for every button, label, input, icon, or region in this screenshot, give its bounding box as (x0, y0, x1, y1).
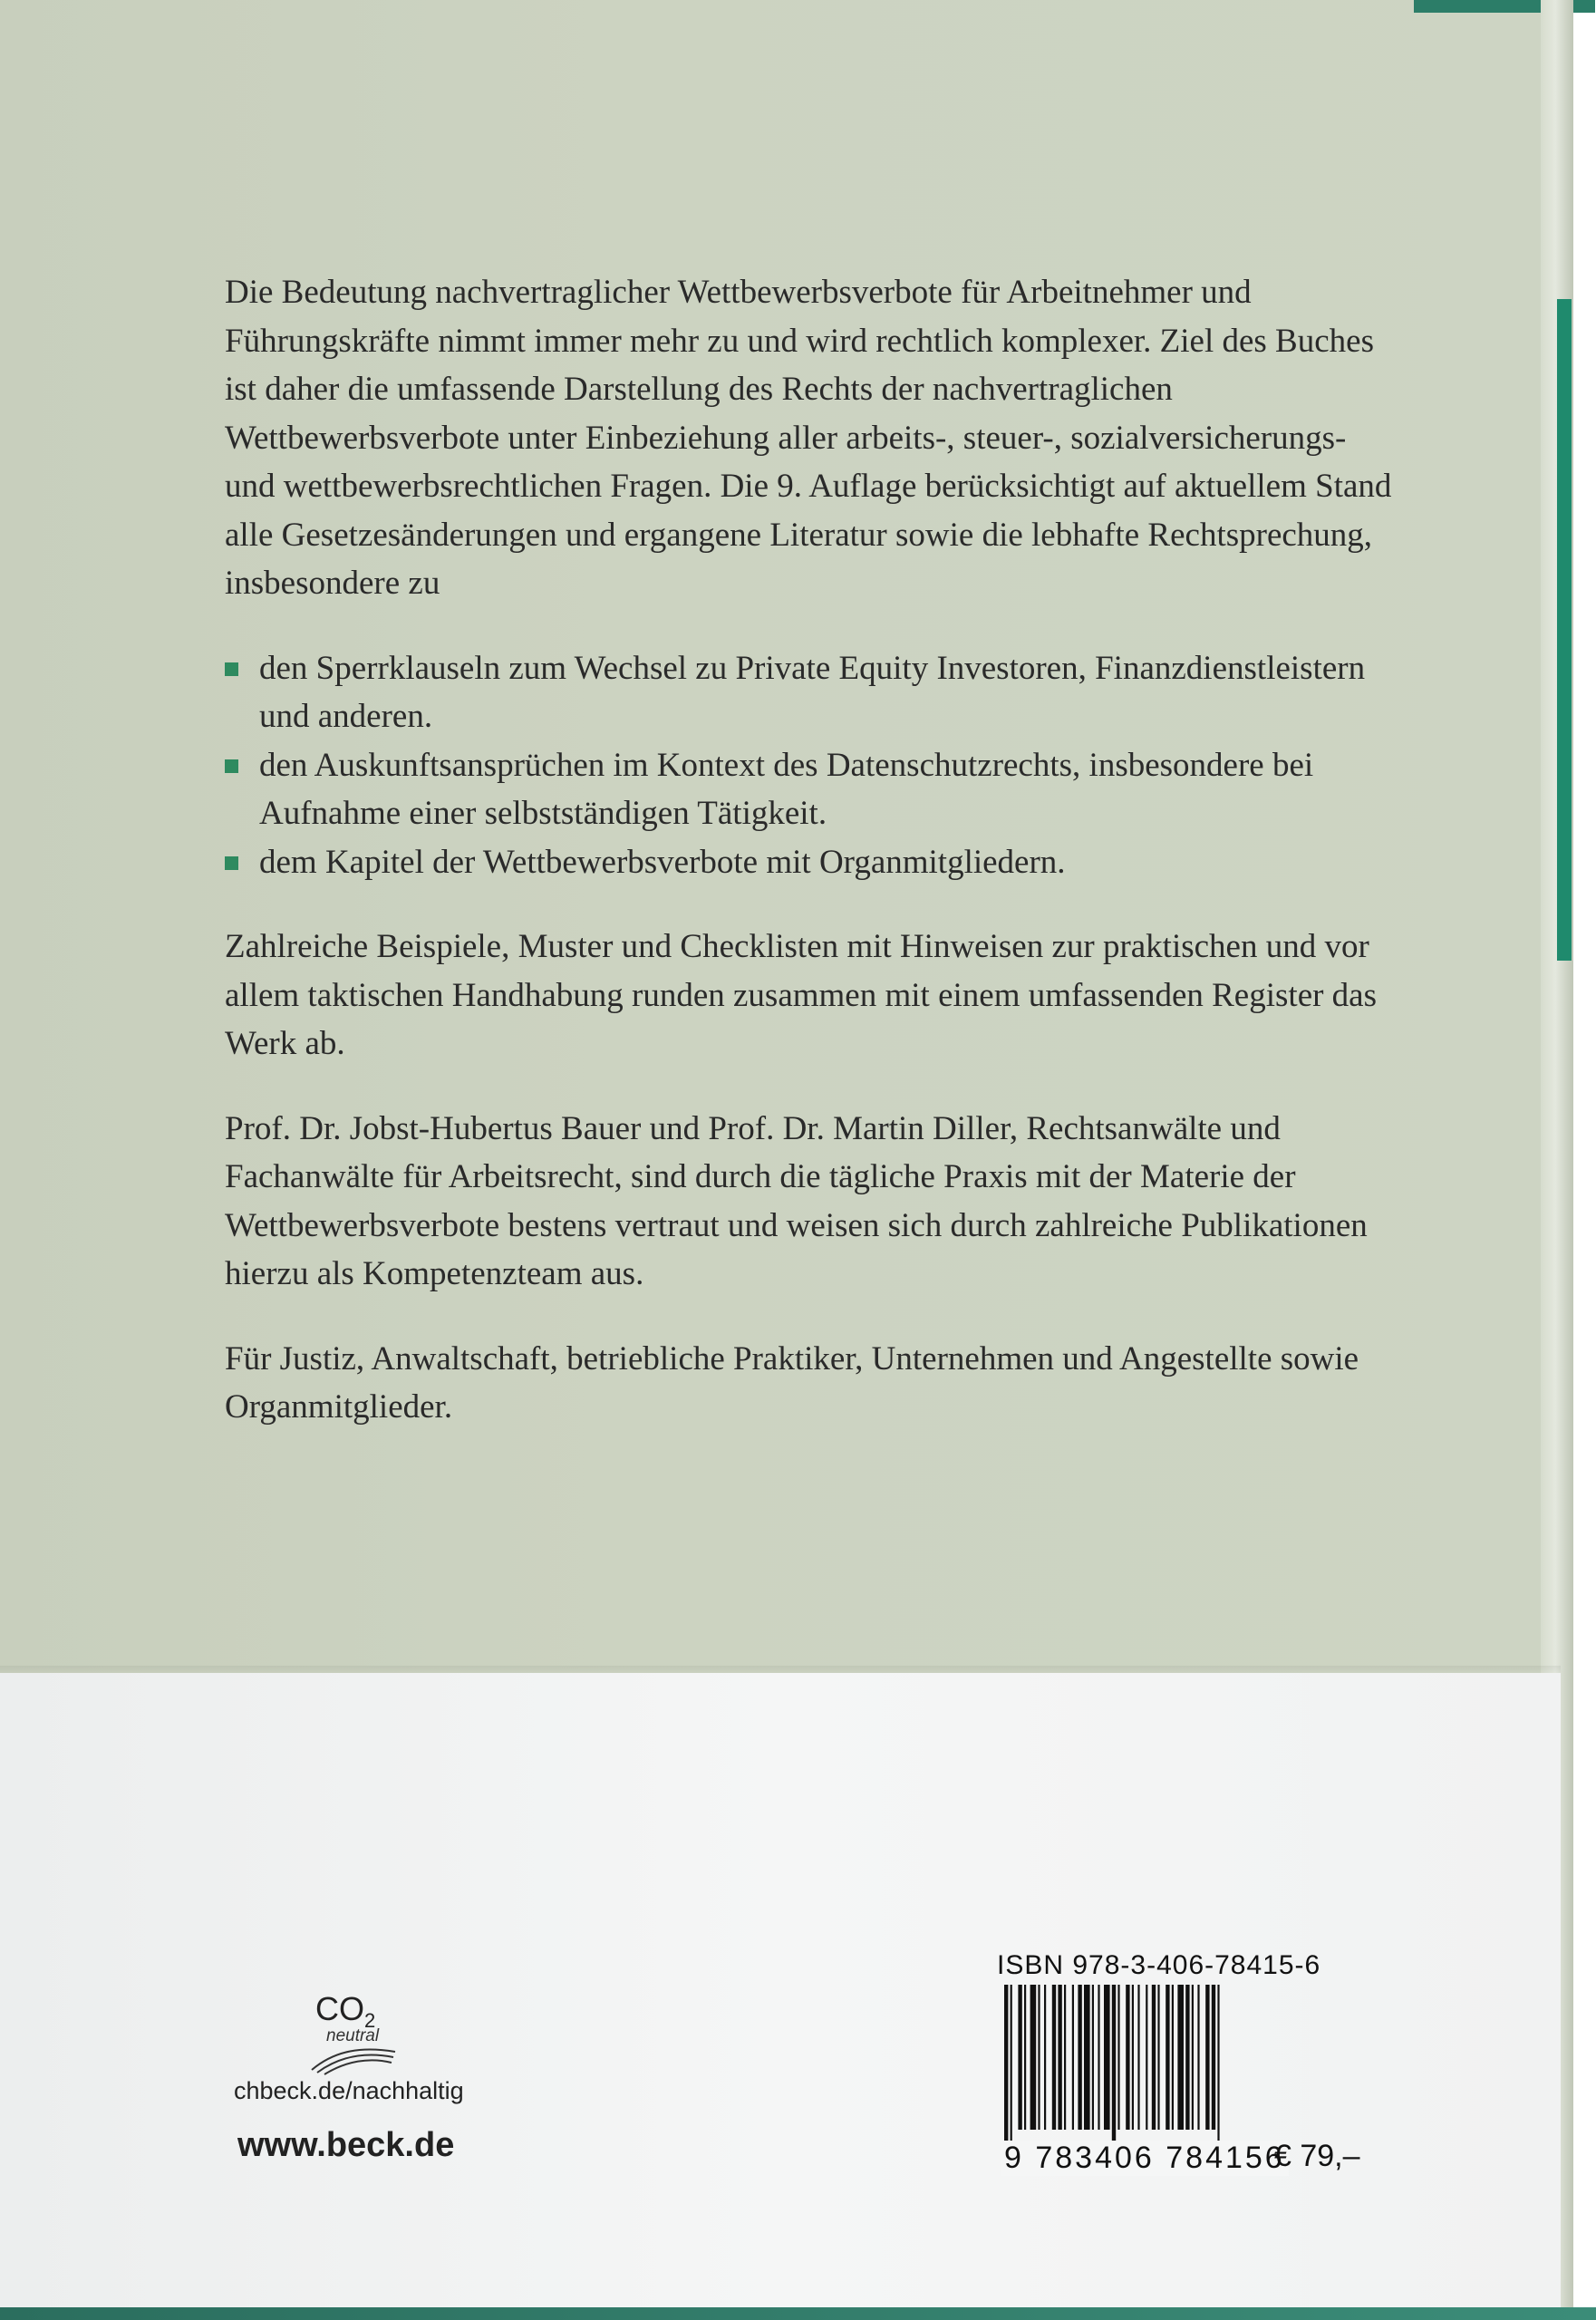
barcode-bar (1104, 1985, 1110, 2130)
bullet-list (225, 644, 1394, 887)
barcode-bar (1212, 1985, 1215, 2130)
co2-neutral-logo: $CO_2$ (315, 1990, 376, 2033)
barcode-bar (1217, 1985, 1219, 2143)
barcode-bar (1152, 1985, 1156, 2130)
barcode-bar (1197, 1985, 1199, 2130)
barcode-bar (1024, 1985, 1026, 2130)
list-item: dem Kapitel der Wettbewerbsverbote mit Organmitgliedern. (225, 838, 1394, 887)
barcode-bar (1084, 1985, 1090, 2130)
barcode-bar (1044, 1985, 1046, 2130)
barcode-bar (1132, 1985, 1134, 2130)
sustainability-link[interactable]: chbeck.de/nachhaltig (234, 2077, 464, 2104)
barcode-bar (1064, 1985, 1066, 2130)
list-item: den Sperrklauseln zum Wechsel zu Private Equity Investoren, Finanzdienstleistern und anderen. (225, 644, 1394, 741)
barcode-bar (1072, 1985, 1074, 2130)
intro-paragraph: Die Bedeutung nachvertraglicher Wettbewerbsverbote für Arbeitnehmer und Führungskräfte nimmt immer mehr zu und wird rechtlich komplexer. Ziel des Buches ist daher die umfassende Darstellung des Rechts der nachvertraglichen Wettbewerbsverbote unter Einbeziehung aller arbeits-, steuer-, sozialversicherungs- und wettbewerbsrechtlichen Fragen. Die 9. Auflage berücksichtigt auf aktuellem Stand alle Gesetzesänderungen und ergangene Literatur sowie die lebhafte Rechtsprechung, insbesondere zu (225, 274, 1392, 602)
barcode-bar (1157, 1985, 1159, 2130)
authors-paragraph: Prof. Dr. Jobst-Hubertus Bauer und Prof. Dr. Martin Diller, Rechtsanwälte und Fachanwälte für Arbeitsrecht, sind durch die tägliche Praxis mit der Materie der Wettbewerbsverbote bestens vertraut und weisen sich durch zahlreiche Publikationen hierzu als Kompetenzteam aus. (225, 1109, 1368, 1292)
barcode-bar (1146, 1985, 1147, 2130)
barcode-bar (1126, 1985, 1129, 2130)
swoosh-icon (308, 2043, 399, 2075)
barcode-bar (1098, 1985, 1099, 2130)
barcode-bar (1205, 1985, 1209, 2130)
barcode-bar (1004, 1985, 1008, 2143)
isbn-label: ISBN 978-3-406-78415-6 (997, 1950, 1321, 1980)
barcode-bar (1058, 1985, 1061, 2130)
website-link[interactable]: www.beck.de (237, 2126, 455, 2164)
bullet-square-icon (225, 759, 238, 773)
list-item: den Auskunftsansprüchen im Kontext des Datenschutzrechts, insbesondere bei Aufnahme einer selbstständigen Tätigkeit. (225, 741, 1394, 838)
barcode-bar (1038, 1985, 1040, 2130)
barcode-bar (1192, 1985, 1194, 2130)
barcode-bar (1166, 1985, 1169, 2130)
green-side-tab (1557, 299, 1572, 961)
barcode-bar (1092, 1985, 1094, 2130)
bullet-square-icon (225, 662, 238, 676)
price-label: € 79,– (1274, 2139, 1360, 2173)
barcode-bar (1030, 1985, 1037, 2130)
barcode-bar (1185, 1985, 1189, 2130)
examples-paragraph: Zahlreiche Beispiele, Muster und Checklisten mit Hinweisen zur praktischen und vor allem taktischen Handhabung runden zusammen mit einem umfassenden Register das Werk ab. (225, 928, 1378, 1062)
barcode-bar (1117, 1985, 1119, 2130)
barcode-bar (1172, 1985, 1174, 2130)
barcode-bar (1177, 1985, 1184, 2130)
barcode-bar (1137, 1985, 1139, 2130)
blurb-text (225, 268, 1394, 1432)
barcode-bar (1018, 1985, 1021, 2130)
neutral-label: neutral (326, 2026, 380, 2045)
barcode-bar (1011, 1985, 1012, 2143)
bullet-square-icon (225, 856, 238, 870)
barcode-bar (1052, 1985, 1056, 2130)
barcode-bar (1112, 1985, 1116, 2143)
barcode-bar (1078, 1985, 1081, 2130)
audience-paragraph: Für Justiz, Anwaltschaft, betriebliche Praktiker, Unternehmen und Angestellte sowie Organmitglieder. (225, 1339, 1359, 1426)
barcode-digits: 9 783406 784156 (1001, 2141, 1289, 2176)
bottom-edge (0, 2307, 1596, 2320)
